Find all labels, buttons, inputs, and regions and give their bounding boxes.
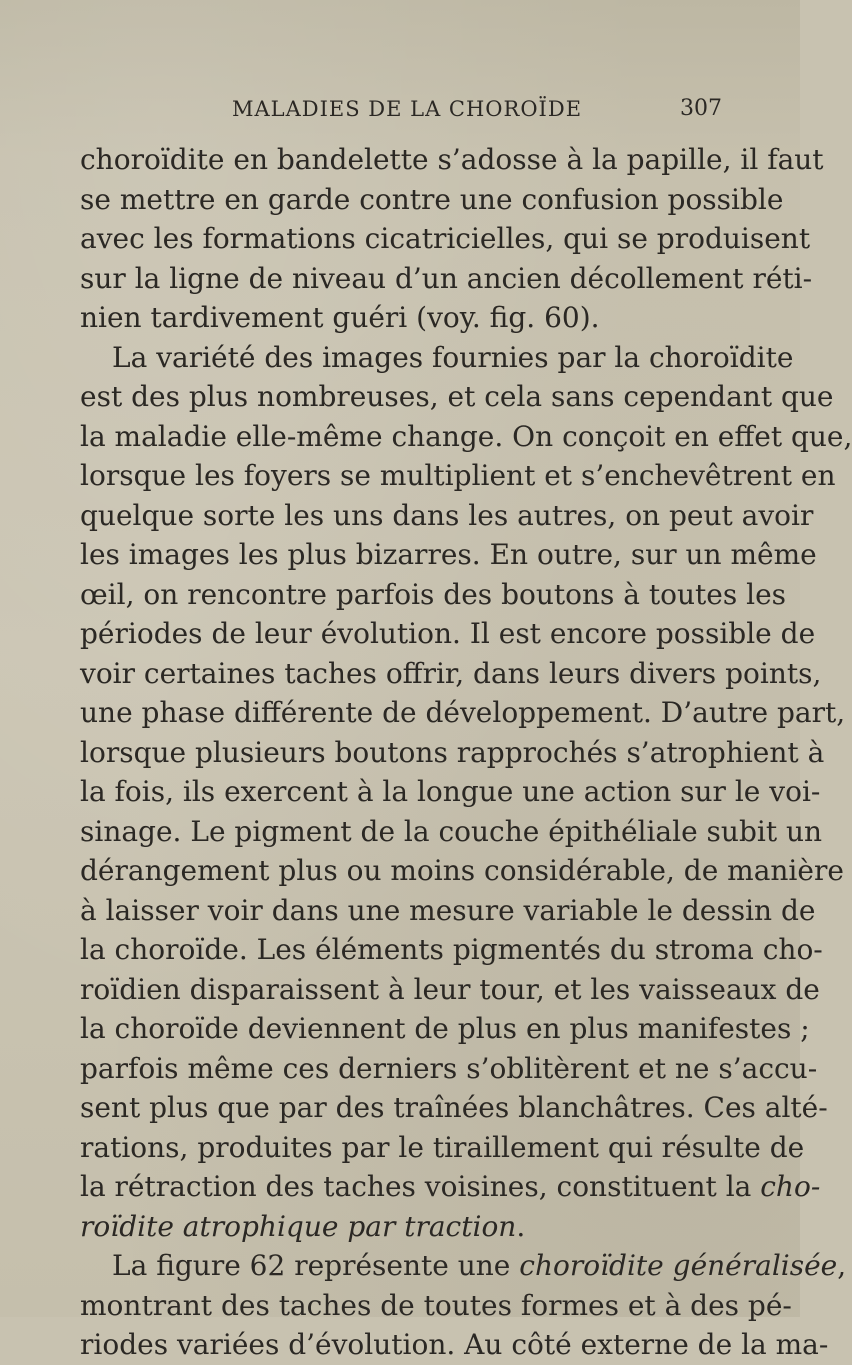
text-line: sur la ligne de niveau d’un ancien décollement réti-	[80, 261, 813, 295]
text-line: riodes variées d’évolution. Au côté externe de la ma-	[80, 1328, 829, 1361]
text-line: une phase différente de développement. D’autre part,	[80, 696, 846, 729]
italic-term: cho-	[760, 1170, 821, 1203]
paragraph-start-line: La variété des images fournies par la choroïdite	[112, 340, 794, 374]
text-run: ,	[837, 1249, 847, 1282]
text-line: dérangement plus ou moins considérable, de manière	[80, 854, 844, 887]
italic-term: choroïdite généralisée	[519, 1249, 838, 1282]
paragraph-start-line	[80, 1246, 847, 1286]
text-line	[80, 1167, 821, 1207]
text-line: avec les formations cicatricielles, qui se produisent	[80, 222, 811, 255]
text-line: parfois même ces derniers s’oblitèrent et ne s’accu-	[80, 1051, 818, 1085]
text-line: périodes de leur évolution. Il est encore possible de	[80, 617, 816, 650]
text-run: La figure 62 représente une	[112, 1249, 520, 1282]
text-line: les images les plus bizarres. En outre, sur un même	[80, 538, 817, 571]
running-title: MALADIES DE LA CHOROÏDE	[232, 97, 583, 121]
text-line: roïdien disparaissent à leur tour, et les vaisseaux de	[80, 972, 820, 1006]
text-line: la maladie elle-même change. On conçoit en effet que,	[80, 419, 852, 453]
text-line: nien tardivement guéri (voy. fig. 60).	[80, 301, 600, 334]
text-line: la choroïde. Les éléments pigmentés du stroma cho-	[80, 933, 823, 966]
text-line	[80, 1207, 740, 1247]
running-head	[0, 94, 800, 124]
text-line: lorsque les foyers se multiplient et s’enchevêtrent en	[80, 459, 836, 492]
text-line: est des plus nombreuses, et cela sans cependant que	[80, 380, 834, 413]
text-run: .	[516, 1209, 526, 1243]
text-line: la choroïde deviennent de plus en plus manifestes ;	[80, 1012, 810, 1045]
text-line: montrant des taches de toutes formes et à des pé-	[80, 1288, 792, 1322]
text-line: la fois, ils exercent à la longue une action sur le voi-	[80, 775, 821, 808]
text-line: sinage. Le pigment de la couche épithéliale subit un	[80, 814, 823, 848]
text-line: à laisser voir dans une mesure variable le dessin de	[80, 893, 816, 927]
text-run: la rétraction des taches voisines, constituent la	[80, 1170, 761, 1203]
page-number: 307	[680, 96, 722, 121]
body-text	[80, 140, 852, 1365]
text-line: choroïdite en bandelette s’adosse à la papille, il faut	[80, 143, 824, 176]
text-line: rations, produites par le tiraillement qui résulte de	[80, 1130, 805, 1164]
text-line: lorsque plusieurs boutons rapprochés s’atrophient à	[80, 735, 825, 769]
text-line: quelque sorte les uns dans les autres, on peut avoir	[80, 498, 814, 532]
text-line: se mettre en garde contre une confusion possible	[80, 182, 784, 216]
text-line: œil, on rencontre parfois des boutons à toutes les	[80, 577, 787, 611]
text-line: voir certaines taches offrir, dans leurs divers points,	[80, 656, 822, 690]
text-line: sent plus que par des traînées blanchâtres. Ces alté-	[80, 1091, 828, 1124]
italic-term: roïdite atrophique par traction	[80, 1209, 517, 1243]
